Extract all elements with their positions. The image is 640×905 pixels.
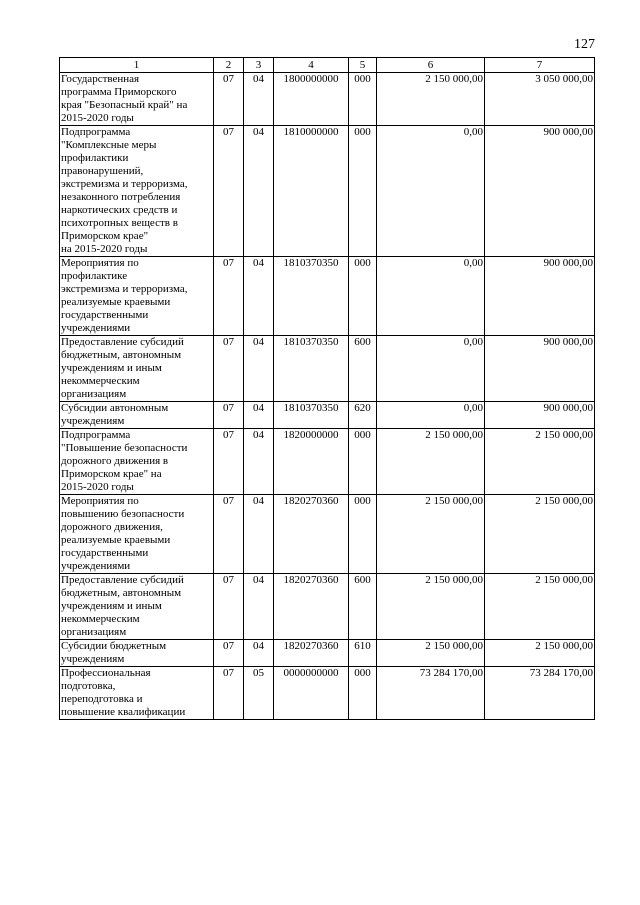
- table-row: [60, 73, 595, 126]
- section-code: 07: [214, 667, 244, 720]
- item-name: Подпрограмма "Повышение безопасности дорожного движения в Приморском крае" на 2015-2020 годы: [60, 429, 214, 495]
- column-header: 3: [244, 58, 274, 73]
- type-code: 000: [349, 429, 377, 495]
- item-name: Профессиональная подготовка, переподготовка и повышение квалификации: [60, 667, 214, 720]
- amount-col7: 900 000,00: [485, 126, 595, 257]
- amount-col6: 0,00: [377, 402, 485, 429]
- subsection-code: 04: [244, 640, 274, 667]
- item-name: Предоставление субсидий бюджетным, автономным учреждениям и иным некоммерческим организациям: [60, 574, 214, 640]
- column-header: 2: [214, 58, 244, 73]
- type-code: 000: [349, 257, 377, 336]
- table-row: [60, 402, 595, 429]
- table-row: [60, 257, 595, 336]
- page-number: 127: [574, 37, 595, 52]
- subsection-code: 04: [244, 402, 274, 429]
- column-header: 1: [60, 58, 214, 73]
- section-code: 07: [214, 429, 244, 495]
- amount-col7: 900 000,00: [485, 402, 595, 429]
- type-code: 000: [349, 126, 377, 257]
- type-code: 600: [349, 336, 377, 402]
- subsection-code: 04: [244, 574, 274, 640]
- subsection-code: 04: [244, 73, 274, 126]
- item-name: Предоставление субсидий бюджетным, автономным учреждениям и иным некоммерческим организациям: [60, 336, 214, 402]
- section-code: 07: [214, 336, 244, 402]
- target-code: 1810370350: [274, 402, 349, 429]
- type-code: 620: [349, 402, 377, 429]
- column-header: 6: [377, 58, 485, 73]
- header-row: [60, 58, 595, 73]
- budget-table: [59, 57, 595, 720]
- column-header: 4: [274, 58, 349, 73]
- table-row: [60, 667, 595, 720]
- target-code: 1810370350: [274, 336, 349, 402]
- subsection-code: 04: [244, 126, 274, 257]
- amount-col7: 73 284 170,00: [485, 667, 595, 720]
- target-code: 1820270360: [274, 495, 349, 574]
- section-code: 07: [214, 126, 244, 257]
- section-code: 07: [214, 495, 244, 574]
- target-code: 1810370350: [274, 257, 349, 336]
- table-row: [60, 126, 595, 257]
- type-code: 000: [349, 495, 377, 574]
- section-code: 07: [214, 640, 244, 667]
- amount-col6: 2 150 000,00: [377, 574, 485, 640]
- amount-col7: 2 150 000,00: [485, 640, 595, 667]
- amount-col6: 2 150 000,00: [377, 429, 485, 495]
- amount-col6: 73 284 170,00: [377, 667, 485, 720]
- amount-col6: 2 150 000,00: [377, 73, 485, 126]
- subsection-code: 04: [244, 495, 274, 574]
- target-code: 1820270360: [274, 574, 349, 640]
- item-name: Мероприятия по профилактике экстремизма и терроризма, реализуемые краевыми государственными учреждениями: [60, 257, 214, 336]
- amount-col7: 2 150 000,00: [485, 495, 595, 574]
- table-row: [60, 429, 595, 495]
- amount-col6: 0,00: [377, 257, 485, 336]
- section-code: 07: [214, 73, 244, 126]
- subsection-code: 05: [244, 667, 274, 720]
- table-row: [60, 574, 595, 640]
- target-code: 0000000000: [274, 667, 349, 720]
- column-header: 5: [349, 58, 377, 73]
- table-row: [60, 640, 595, 667]
- target-code: 1820270360: [274, 640, 349, 667]
- amount-col6: 0,00: [377, 336, 485, 402]
- subsection-code: 04: [244, 429, 274, 495]
- subsection-code: 04: [244, 257, 274, 336]
- amount-col7: 900 000,00: [485, 336, 595, 402]
- item-name: Государственная программа Приморского края "Безопасный край" на 2015-2020 годы: [60, 73, 214, 126]
- column-header: 7: [485, 58, 595, 73]
- amount-col7: 2 150 000,00: [485, 574, 595, 640]
- amount-col6: 0,00: [377, 126, 485, 257]
- target-code: 1800000000: [274, 73, 349, 126]
- subsection-code: 04: [244, 336, 274, 402]
- amount-col7: 2 150 000,00: [485, 429, 595, 495]
- item-name: Мероприятия по повышению безопасности дорожного движения, реализуемые краевыми государственными учреждениями: [60, 495, 214, 574]
- item-name: Субсидии бюджетным учреждениям: [60, 640, 214, 667]
- amount-col6: 2 150 000,00: [377, 640, 485, 667]
- type-code: 600: [349, 574, 377, 640]
- section-code: 07: [214, 257, 244, 336]
- type-code: 610: [349, 640, 377, 667]
- amount-col7: 3 050 000,00: [485, 73, 595, 126]
- amount-col7: 900 000,00: [485, 257, 595, 336]
- amount-col6: 2 150 000,00: [377, 495, 485, 574]
- section-code: 07: [214, 574, 244, 640]
- item-name: Подпрограмма "Комплексные меры профилактики правонарушений, экстремизма и терроризма, незаконного потребления наркотических средств и психотропных веществ в Приморском крае" на 2015-2020 годы: [60, 126, 214, 257]
- type-code: 000: [349, 73, 377, 126]
- type-code: 000: [349, 667, 377, 720]
- table-row: [60, 336, 595, 402]
- section-code: 07: [214, 402, 244, 429]
- item-name: Субсидии автономным учреждениям: [60, 402, 214, 429]
- target-code: 1810000000: [274, 126, 349, 257]
- target-code: 1820000000: [274, 429, 349, 495]
- table-row: [60, 495, 595, 574]
